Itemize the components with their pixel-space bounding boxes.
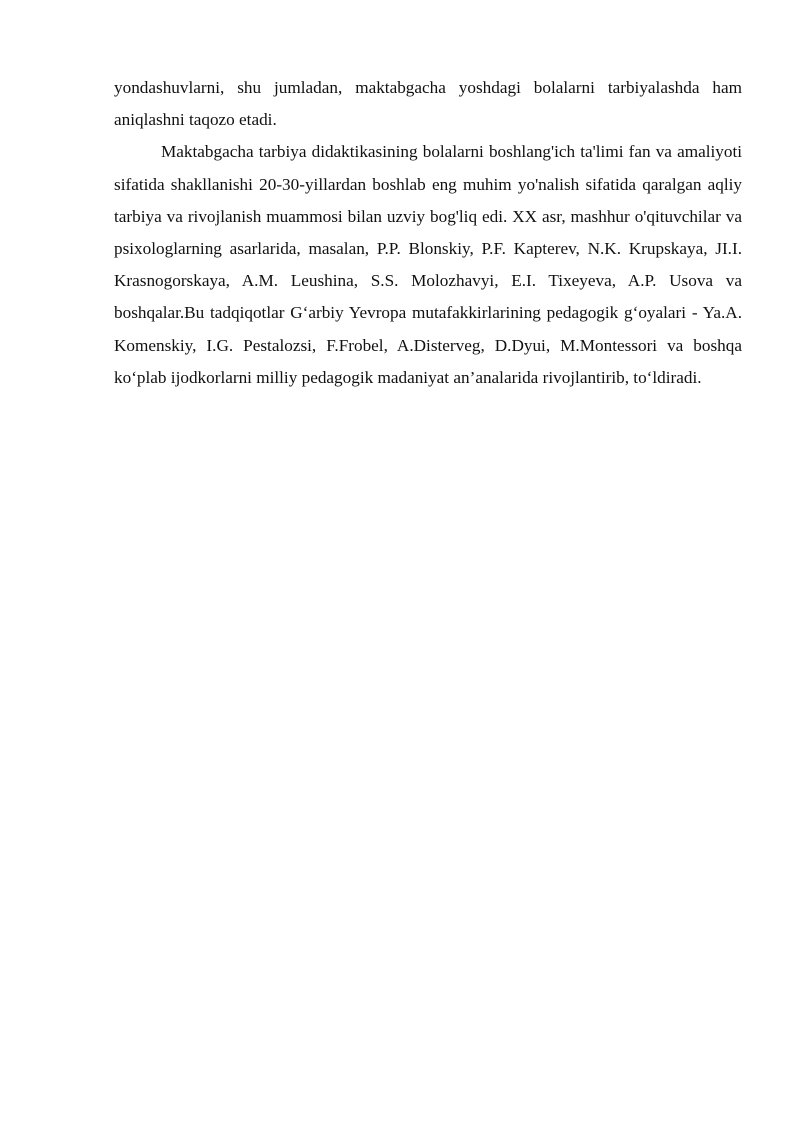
paragraph-main: Maktabgacha tarbiya didaktikasining bolalarni boshlang'ich ta'limi fan va amaliyoti sifatida shakllanishi 20-30-yillardan boshlab eng muhim yo'nalish sifatida qaralgan aqliy tarbiya va rivojlanish muammosi bilan uzviy bog'liq edi. XX asr, mashhur o'qituvchilar va psixologlarning asarlarida, masalan, P.P. Blonskiy, P.F. Kapterev, N.K. Krupskaya, JI.I. Krasnogorskaya, A.M. Leushina, S.S. Molozhavyi, E.I. Tixeyeva, A.P. Usova va boshqalar.Bu tadqiqotlar G‘arbiy Yevropa mutafakkirlarining pedagogik g‘oyalari - Ya.A. Komenskiy, I.G. Pestalozsi, F.Frobel, A.Disterveg, D.Dyui, M.Montessori va boshqa ko‘plab ijodkorlarni milliy pedagogik madaniyat an’analarida rivojlantirib, to‘ldiradi. bbox=[114, 142, 742, 387]
body-text bbox=[114, 72, 742, 394]
paragraph-continuation: yondashuvlarni, shu jumladan, maktabgacha yoshdagi bolalarni tarbiyalashda ham aniqlashni taqozo etadi. bbox=[114, 78, 742, 130]
